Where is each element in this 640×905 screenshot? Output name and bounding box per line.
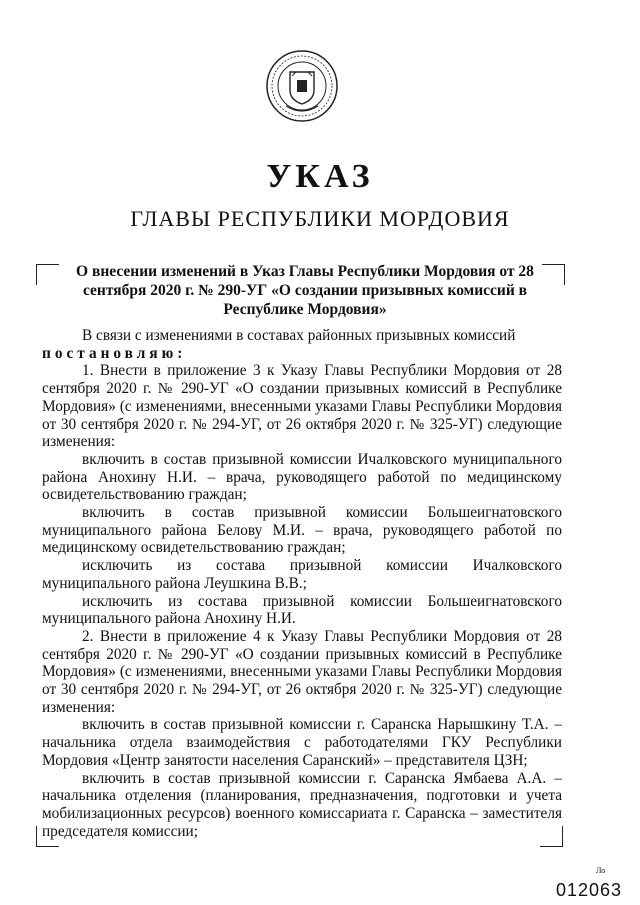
- decree-heading: О внесении изменений в Указ Главы Республики Мордовия от 28 сентября 2020 г. № 290-УГ «О создании призывных комиссий в Республике Мордовия»: [76, 263, 534, 318]
- margin-mark: Ло: [596, 866, 606, 875]
- paragraph-1: 1. Внести в приложение 3 к Указу Главы Республики Мордовия от 28 сентября 2020 г. № 290-УГ «О создании призывных комиссий в Республике Мордовия» (с изменениями, внесенными указами Главы Республики Мордовия от 30 сентября 2020 г. № 294-УГ, от 26 октября 2020 г. № 325-УГ) следующие изменения:: [42, 362, 562, 451]
- paragraph-item: включить в состав призывной комиссии Ичалковского муниципального района Анохину Н.И. – врача, руководящего работой по медицинскому освидетельствованию граждан;: [42, 450, 562, 504]
- paragraph-item: исключить из состава призывной комиссии Ичалковского муниципального района Леушкина В.В.;: [42, 557, 562, 592]
- document-title: УКАЗ: [266, 158, 374, 195]
- document-subtitle: ГЛАВЫ РЕСПУБЛИКИ МОРДОВИЯ: [130, 206, 510, 231]
- decree-body: [42, 327, 562, 840]
- paragraph-item: исключить из состава призывной комиссии Большеигнатовского муниципального района Анохину Н.И.: [42, 592, 562, 628]
- heading-corner-top-left: [36, 264, 59, 285]
- preamble: В связи с изменениями в составах районных призывных комиссий: [82, 327, 516, 344]
- coat-of-arms-emblem: [264, 48, 340, 124]
- decree-word: постановляю:: [42, 344, 187, 362]
- paragraph-item: включить в состав призывной комиссии Большеигнатовского муниципального района Белову М.И. – врача, руководящего работой по медицинскому освидетельствованию граждан;: [42, 504, 562, 557]
- paragraph-item: включить в состав призывной комиссии г. Саранска Нарышкину Т.А. – начальника отдела взаимодействия с работодателями ГКУ Республики Мордовия «Центр занятости населения Саранский» – представителя ЦЗН;: [42, 716, 562, 769]
- page-number: 012063: [556, 880, 623, 900]
- paragraph-item: включить в состав призывной комиссии г. Саранска Ямбаева А.А. – начальника отделения (планирования, предназначения, подготовки и учета мобилизационных ресурсов) военного комиссариата г. Саранска – заместителя председателя комиссии;: [42, 769, 562, 840]
- paragraph-2: 2. Внести в приложение 4 к Указу Главы Республики Мордовия от 28 сентября 2020 г. № 290-УГ «О создании призывных комиссий в Республике Мордовия» (с изменениями, внесенными указами Главы Республики Мордовия от 30 сентября 2020 г. № 294-УГ, от 26 октября 2020 г. № 325-УГ) следующие изменения:: [42, 627, 562, 716]
